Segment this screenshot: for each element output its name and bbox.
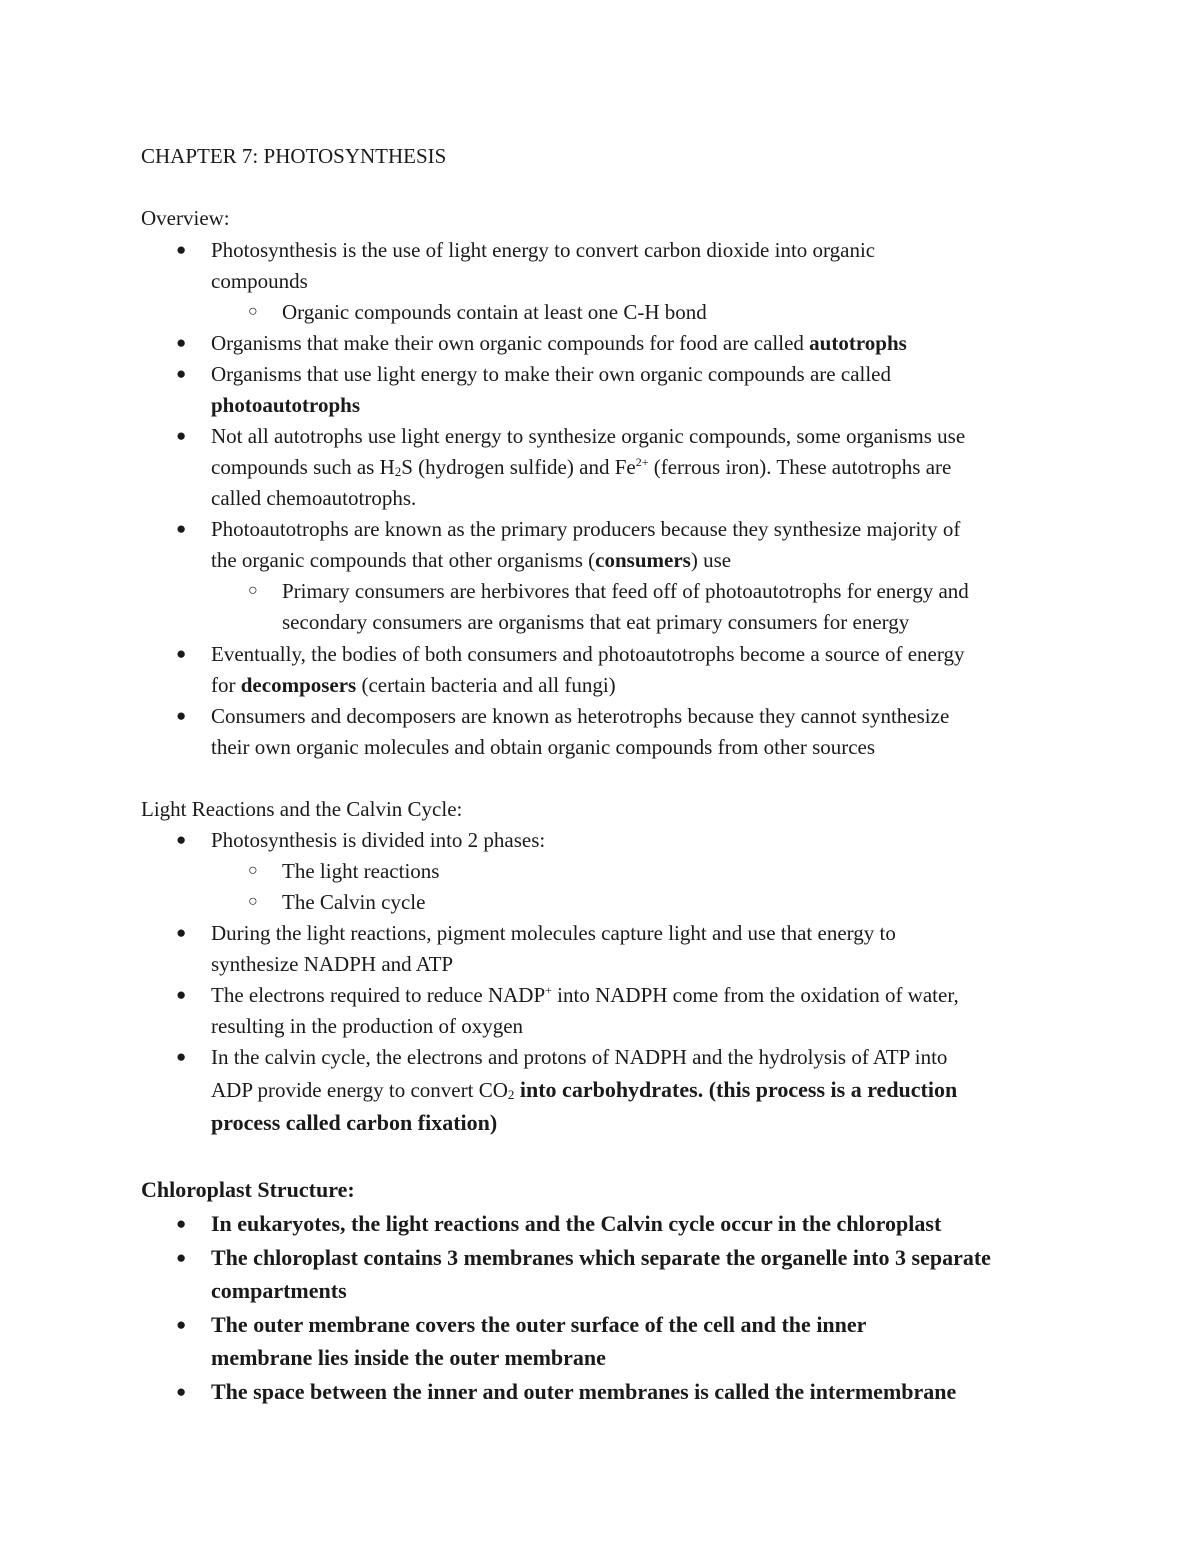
bullet-icon: ● (176, 1047, 187, 1066)
list-item-cont: membrane lies inside the outer membrane (211, 1345, 606, 1370)
bullet-icon: ● (176, 1214, 187, 1233)
sub-bullet-icon: ○ (248, 582, 258, 599)
bullet-icon: ● (176, 364, 187, 383)
list-item-cont: called chemoautotrophs. (211, 486, 417, 510)
list-item-cont: process called carbon fixation) (211, 1110, 498, 1135)
list-item-cont: the organic compounds that other organisms (consumers) use (211, 548, 732, 572)
list-item-cont: compounds (211, 269, 308, 293)
list-item: Consumers and decomposers are known as heterotrophs because they cannot synthesize (211, 704, 950, 728)
bullet-icon: ● (176, 706, 187, 725)
bullet-icon: ● (176, 1315, 187, 1334)
list-item: Photosynthesis is divided into 2 phases: (211, 828, 546, 852)
sub-bullet-icon: ○ (248, 893, 258, 910)
list-item-cont: resulting in the production of oxygen (211, 1014, 524, 1038)
list-item-cont: photoautotrophs (211, 393, 360, 417)
sub-bullet-icon: ○ (248, 303, 258, 320)
list-item-cont: ADP provide energy to convert CO2 into carbohydrates. (this process is a reduction (211, 1077, 958, 1102)
list-item: The outer membrane covers the outer surface of the cell and the inner (211, 1312, 867, 1337)
bullet-icon: ● (176, 644, 187, 663)
list-item: Eventually, the bodies of both consumers and photoautotrophs become a source of energy (211, 642, 965, 666)
list-item: Organisms that use light energy to make their own organic compounds are called (211, 362, 891, 386)
list-item: The space between the inner and outer membranes is called the intermembrane (211, 1379, 957, 1404)
bullet-icon: ● (176, 923, 187, 942)
bullet-icon: ● (176, 240, 187, 259)
list-item-cont: for decomposers (certain bacteria and all fungi) (211, 673, 616, 697)
sub-list-item: The Calvin cycle (282, 890, 426, 914)
bullet-icon: ● (176, 1382, 187, 1401)
list-item-cont: compounds such as H2S (hydrogen sulfide) and $Fe^{2+}$ (ferrous iron). These autotrophs are (211, 455, 952, 479)
light-reactions-heading: Light Reactions and the Calvin Cycle: (141, 797, 463, 821)
bullet-icon: ● (176, 1248, 187, 1267)
sub-bullet-icon: ○ (248, 862, 258, 879)
list-item: During the light reactions, pigment molecules capture light and use that energy to (211, 921, 896, 945)
bullet-icon: ● (176, 830, 187, 849)
sub-list-item: Organic compounds contain at least one C-H bond (282, 300, 707, 324)
sub-list-item: The light reactions (282, 859, 440, 883)
page-title: CHAPTER 7: PHOTOSYNTHESIS (141, 144, 447, 168)
bullet-icon: ● (176, 985, 187, 1004)
list-item-cont: their own organic molecules and obtain organic compounds from other sources (211, 735, 876, 759)
list-item: Photosynthesis is the use of light energy to convert carbon dioxide into organic (211, 238, 876, 262)
overview-heading: Overview: (141, 206, 230, 230)
list-item-cont: synthesize NADPH and ATP (211, 952, 454, 976)
list-item-cont: compartments (211, 1278, 347, 1303)
list-item: In the calvin cycle, the electrons and protons of NADPH and the hydrolysis of ATP into (211, 1045, 948, 1069)
sub-list-item: Primary consumers are herbivores that feed off of photoautotrophs for energy and (282, 579, 969, 603)
list-item: Not all autotrophs use light energy to synthesize organic compounds, some organisms use (211, 424, 966, 448)
list-item: Photoautotrophs are known as the primary producers because they synthesize majority of (211, 517, 961, 541)
list-item: The electrons required to reduce NADP+ into NADPH come from the oxidation of water, (211, 983, 959, 1007)
list-item: The chloroplast contains 3 membranes which separate the organelle into 3 separate (211, 1245, 991, 1270)
bullet-icon: ● (176, 333, 187, 352)
chloroplast-heading: Chloroplast Structure: (141, 1177, 355, 1202)
list-item: In eukaryotes, the light reactions and the Calvin cycle occur in the chloroplast (211, 1211, 942, 1236)
sub-list-item-cont: secondary consumers are organisms that eat primary consumers for energy (282, 610, 910, 634)
bullet-icon: ● (176, 426, 187, 445)
list-item: Organisms that make their own organic compounds for food are called autotrophs (211, 331, 907, 355)
bullet-icon: ● (176, 519, 187, 538)
